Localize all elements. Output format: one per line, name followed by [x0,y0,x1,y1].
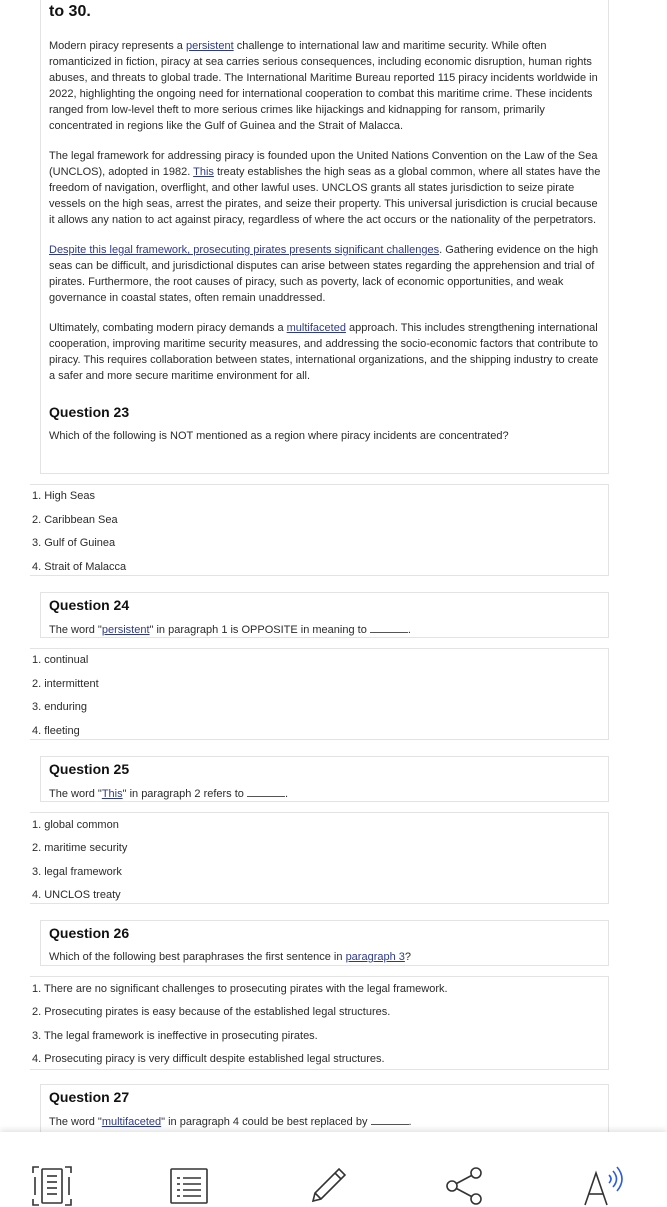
share-icon [442,1163,488,1207]
paragraph-4: Ultimately, combating modern piracy demands a multifaceted approach. This includes strengthening international cooperation, improving maritime security measures, and addressing the socio-economic factors that contribute to piracy. This requires collaboration between states, international organizations, and the shipping industry to create a safer and more secure maritime environment for all. [49,322,599,382]
question-24 [40,592,609,638]
question-26-text: Which of the following best paraphrases the first sentence in paragraph 3? [49,951,412,963]
q26-option-2[interactable]: 2. Prosecuting pirates is easy because of the established legal structures. [32,1006,391,1018]
question-23-text: Which of the following is NOT mentioned as a region where piracy incidents are concentrated? [49,430,509,442]
q23-option-2[interactable]: 2. Caribbean Sea [32,514,118,526]
question-27-title: Question 27 [49,1089,130,1105]
answer-blank [371,1115,409,1125]
q24-option-1[interactable]: 1. continual [32,654,89,666]
q24-option-2[interactable]: 2. intermittent [32,678,99,690]
paragraph-2: The legal framework for addressing piracy is founded upon the United Nations Convention on the Law of the Sea (UNCLOS), adopted in 1982. This treaty establishes the high seas as a global common, where all states have the freedom of navigation, overflight, and other lawful uses. UNCLOS grants all states jurisdiction to seize pirate vessels on the high seas, arrest the pirates, and seize their property. This universal jurisdiction is crucial because it allows any nation to act against piracy, regardless of where the act occurs or the nationality of the perpetrators. [49,150,601,226]
question-26-title: Question 26 [49,925,130,941]
list-view-button[interactable] [164,1162,214,1207]
q25-option-2[interactable]: 2. maritime security [32,842,128,854]
instructions-heading-line2: to 30. [49,3,91,20]
highlight-persistent[interactable]: persistent [185,40,234,52]
highlight-multifaceted[interactable]: multifaceted [286,322,346,334]
paragraph-3: Despite this legal framework, prosecuting pirates presents significant challenges. Gathering evidence on the high seas can be difficult, and jurisdictional disputes can arise between states regarding the apprehension and trial of pirates. Furthermore, the root causes of piracy, such as poverty, lack of economic opportunities, and weak governance in coastal states, often remain unaddressed. [49,244,599,304]
question-25-title: Question 25 [49,761,130,777]
read-aloud-button[interactable] [578,1162,628,1207]
question-27-text: The word "multifaceted" in paragraph 4 could be best replaced by . [49,1116,412,1128]
q24-word-link[interactable]: persistent [101,624,150,636]
q25-option-1[interactable]: 1. global common [32,819,119,831]
fit-page-icon [29,1163,75,1207]
question-24-text: The word "persistent" in paragraph 1 is OPPOSITE in meaning to . [49,624,411,636]
q23-option-3[interactable]: 3. Gulf of Guinea [32,537,116,549]
q23-option-4[interactable]: 4. Strait of Malacca [32,561,127,573]
q25-option-4[interactable]: 4. UNCLOS treaty [32,889,121,901]
question-24-options [30,648,609,740]
fit-page-button[interactable] [27,1162,77,1207]
q26-option-4[interactable]: 4. Prosecuting piracy is very difficult despite established legal structures. [32,1053,385,1065]
q27-word-link[interactable]: multifaceted [101,1116,162,1128]
bottom-toolbar [0,1132,667,1207]
highlight-paragraph-3-sentence[interactable]: Despite this legal framework, prosecuting pirates presents significant challenges [49,244,440,256]
q24-option-3[interactable]: 3. enduring [32,701,88,713]
q26-option-1[interactable]: 1. There are no significant challenges to prosecuting pirates with the legal framework. [32,983,448,995]
question-23-title: Question 23 [49,404,130,420]
reading-passage [40,0,609,474]
q26-paragraph-link[interactable]: paragraph 3 [345,951,405,963]
question-26-options [30,976,609,1070]
answer-blank [370,623,408,633]
question-24-title: Question 24 [49,597,130,613]
q24-option-4[interactable]: 4. fleeting [32,725,80,737]
question-26 [40,920,609,966]
pencil-icon [305,1163,351,1207]
text-to-speech-icon [579,1163,627,1207]
paragraph-1: Modern piracy represents a persistent challenge to international law and maritime security. While often romanticized in fiction, piracy at sea carries serious consequences, including economic disruption, human rights abuses, and threats to global trade. The International Maritime Bureau reported 115 piracy incidents worldwide in 2022, highlighting the ongoing need for international cooperation to combat this maritime crime. These incidents ranged from low-level theft to more serious crimes like hijackings and kidnapping for ransom, primarily concentrated in regions like the Gulf of Guinea and the Strait of Malacca. [49,40,598,132]
q23-option-1[interactable]: 1. High Seas [32,490,95,502]
instructions-heading-line1 [49,0,608,2]
answer-blank [247,787,285,797]
question-25-options [30,812,609,904]
q25-word-link[interactable]: This [101,788,123,800]
question-27 [40,1084,609,1132]
annotate-button[interactable] [303,1162,353,1207]
q25-option-3[interactable]: 3. legal framework [32,866,122,878]
list-view-icon [166,1163,212,1207]
q26-option-3[interactable]: 3. The legal framework is ineffective in prosecuting pirates. [32,1030,318,1042]
question-23-options [30,484,609,576]
question-25-text: The word "This" in paragraph 2 refers to . [49,788,289,800]
share-button[interactable] [440,1162,490,1207]
highlight-this[interactable]: This [193,166,214,178]
question-25 [40,756,609,802]
